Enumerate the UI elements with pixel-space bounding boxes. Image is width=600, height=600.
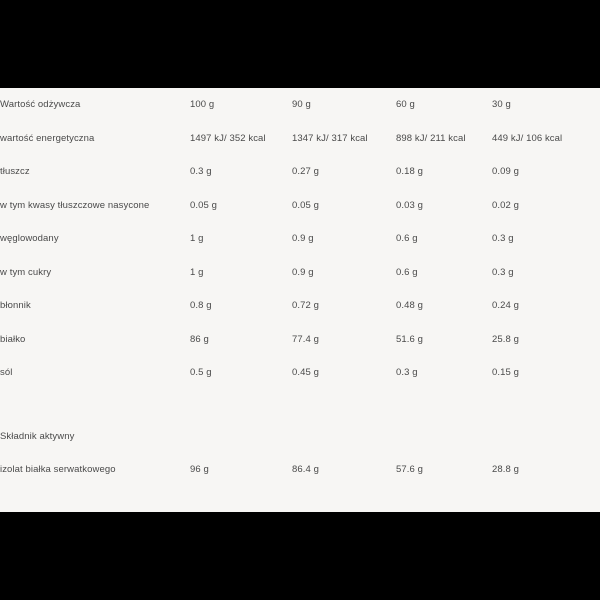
table-row xyxy=(0,222,600,256)
table-row xyxy=(0,155,600,189)
row-value-100g: 86 g xyxy=(190,333,209,345)
table-row xyxy=(0,289,600,323)
row-value-90g: 0.9 g xyxy=(292,233,314,245)
spacer-cell xyxy=(396,390,492,420)
spacer-cell xyxy=(0,390,190,420)
row-value-90g: 77.4 g xyxy=(292,333,320,345)
row-value-60g: 0.6 g xyxy=(396,266,418,278)
table-row xyxy=(0,356,600,390)
row-value-60g: 51.6 g xyxy=(396,333,424,345)
row-value-30g: 0.24 g xyxy=(492,300,520,312)
row-value-100g: 1 g xyxy=(190,266,204,278)
spacer-cell xyxy=(190,390,292,420)
table-row xyxy=(0,122,600,156)
row-value-90g: 0.45 g xyxy=(292,367,320,379)
table-row xyxy=(0,189,600,223)
row-value-90g: 0.72 g xyxy=(292,300,320,312)
row-label: błonnik xyxy=(0,300,31,312)
spacer-cell xyxy=(492,390,600,420)
row-value-30g: 0.02 g xyxy=(492,199,520,211)
table-row xyxy=(0,453,600,487)
section-header-blank xyxy=(492,420,600,454)
spacer-cell xyxy=(292,390,396,420)
row-label: węglowodany xyxy=(0,233,59,245)
table-row xyxy=(0,323,600,357)
section-header-blank xyxy=(396,420,492,454)
row-value-100g: 0.3 g xyxy=(190,166,212,178)
row-label: wartość energetyczna xyxy=(0,132,95,144)
header-cell-30g: 30 g xyxy=(492,99,511,111)
row-value-60g: 0.03 g xyxy=(396,199,424,211)
row-value-30g: 449 kJ/ 106 kcal xyxy=(492,132,563,144)
row-value-90g: 0.9 g xyxy=(292,266,314,278)
row-value-30g: 28.8 g xyxy=(492,464,520,476)
header-cell-60g: 60 g xyxy=(396,99,415,111)
row-value-30g: 25.8 g xyxy=(492,333,520,345)
section-title: Składnik aktywny xyxy=(0,430,75,442)
table-spacer-row xyxy=(0,390,600,420)
row-value-60g: 898 kJ/ 211 kcal xyxy=(396,132,466,144)
row-label: w tym cukry xyxy=(0,266,52,278)
row-value-60g: 0.3 g xyxy=(396,367,418,379)
row-value-100g: 1 g xyxy=(190,233,204,245)
row-value-90g: 0.05 g xyxy=(292,199,320,211)
section-header-blank xyxy=(190,420,292,454)
section-header-row xyxy=(0,420,600,454)
row-value-30g: 0.3 g xyxy=(492,233,514,245)
header-cell-90g: 90 g xyxy=(292,99,311,111)
row-label: w tym kwasy tłuszczowe nasycone xyxy=(0,199,150,211)
row-label: sól xyxy=(0,367,13,379)
row-label: białko xyxy=(0,333,26,345)
section-header-blank xyxy=(292,420,396,454)
header-cell-label: Wartość odżywcza xyxy=(0,99,81,111)
row-value-30g: 0.15 g xyxy=(492,367,520,379)
nutrition-table xyxy=(0,88,600,487)
row-value-90g: 86.4 g xyxy=(292,464,320,476)
row-value-30g: 0.3 g xyxy=(492,266,514,278)
table-header-row xyxy=(0,88,600,122)
row-value-100g: 0.8 g xyxy=(190,300,212,312)
row-value-100g: 1497 kJ/ 352 kcal xyxy=(190,132,266,144)
row-value-60g: 0.18 g xyxy=(396,166,424,178)
nutrition-table-body xyxy=(0,88,600,487)
row-value-60g: 0.48 g xyxy=(396,300,424,312)
row-value-100g: 0.05 g xyxy=(190,199,218,211)
row-value-90g: 1347 kJ/ 317 kcal xyxy=(292,132,368,144)
row-label: tłuszcz xyxy=(0,166,30,178)
row-value-90g: 0.27 g xyxy=(292,166,320,178)
row-label: izolat białka serwatkowego xyxy=(0,464,116,476)
row-value-60g: 0.6 g xyxy=(396,233,418,245)
row-value-60g: 57.6 g xyxy=(396,464,424,476)
row-value-100g: 0.5 g xyxy=(190,367,212,379)
nutrition-panel xyxy=(0,88,600,512)
row-value-100g: 96 g xyxy=(190,464,209,476)
header-cell-100g: 100 g xyxy=(190,99,215,111)
row-value-30g: 0.09 g xyxy=(492,166,520,178)
table-row xyxy=(0,256,600,290)
